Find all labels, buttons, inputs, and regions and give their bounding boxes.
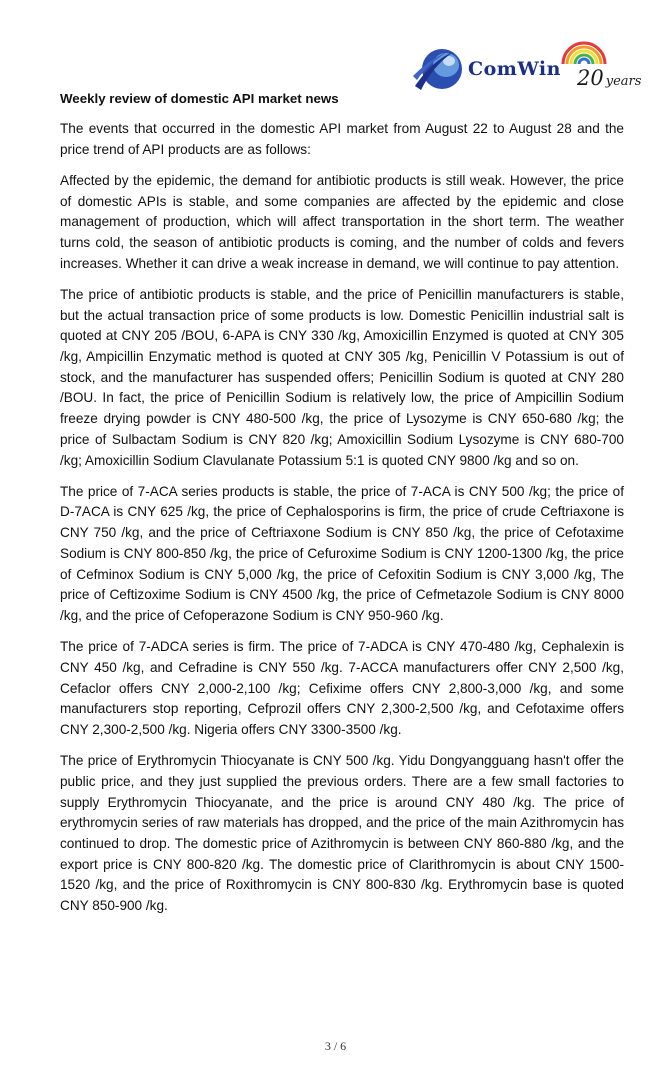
logo-anniversary-unit: years <box>605 74 642 89</box>
paragraph-7aca-series: The price of 7-ACA series products is stable, the price of 7-ACA is CNY 500 /kg; the price of D-7ACA is CNY 625 /kg, the price of Cephalosporins is firm, the price of crude Ceftriaxone is CNY 750 /kg, and the price of Ceftriaxone Sodium is CNY 850 /kg, the price of Cefotaxime Sodium is CNY 800-850 /kg, the price of Cefuroxime Sodium is CNY 1200-1300 /kg, the price of Cefminox Sodium is CNY 5,000 /kg, the price of Cefoxitin Sodium is CNY 3,000 /kg, The price of Ceftizoxime Sodium is CNY 4500 /kg, the price of Cefmetazole Sodium is CNY 8000 /kg, and the price of Cefoperazone Sodium is CNY 950-960 /kg. <box>60 483 624 623</box>
logo-anniversary <box>577 66 641 90</box>
paragraph-erythromycin: The price of Erythromycin Thiocyanate is CNY 500 /kg. Yidu Dongyangguang hasn't offer the public price, and they just supplied the previous orders. There are a few small factories to supply Erythromycin Thiocyanate, and the price is around CNY 480 /kg. The price of erythromycin series of raw materials has dropped, and the price of the main Azithromycin has continued to drop. The domestic price of Azithromycin is between CNY 860-880 /kg, and the export price is CNY 800-820 /kg. The domestic price of Clarithromycin is about CNY 1500-1520 /kg, and the price of Roxithromycin is CNY 800-830 /kg. Erythromycin base is quoted CNY 850-900 /kg. <box>60 753 624 914</box>
rainbow-icon <box>560 40 608 66</box>
article-body <box>60 89 624 927</box>
article-title: Weekly review of domestic API market news <box>60 91 339 106</box>
globe-swoosh-icon <box>413 46 465 92</box>
logo-anniversary-number: 20 <box>577 66 604 90</box>
paragraph-7adca-series: The price of 7-ADCA series is firm. The price of 7-ADCA is CNY 470-480 /kg, Cephalexin is CNY 450 /kg, and Cefradine is CNY 550 /kg. 7-ACCA manufacturers offer CNY 2,500 /kg, Cefaclor offers CNY 2,000-2,100 /kg; Cefixime offers CNY 2,800-3,000 /kg, and some manufacturers stop reporting, Cefprozil offers CNY 2,300-2,500 /kg, and Cefotaxime offers CNY 2,300-2,500 /kg. Nigeria offers CNY 3300-3500 /kg. <box>60 639 624 737</box>
paragraph-penicillin: The price of antibiotic products is stable, and the price of Penicillin manufacturers is stable, but the actual transaction price of some products is low. Domestic Penicillin industrial salt is quoted at CNY 205 /BOU, 6-APA is CNY 330 /kg, Amoxicillin Enzymed is quoted at CNY 305 /kg, Ampicillin Enzymatic method is quoted at CNY 305 /kg, Penicillin V Potassium is out of stock, and the manufacturer has suspended offers; Penicillin Sodium is quoted at CNY 280 /BOU. In fact, the price of Penicillin Sodium is relatively low, the price of Ampicillin Sodium freeze drying powder is CNY 480-500 /kg, the price of Lysozyme is CNY 650-680 /kg; the price of Sulbactam Sodium is CNY 820 /kg; Amoxicillin Sodium Lysozyme is CNY 680-700 /kg; Amoxicillin Sodium Clavulanate Potassium 5:1 is quoted CNY 9800 /kg and so on. <box>60 286 624 468</box>
logo-brand-name: ComWin <box>468 58 561 80</box>
paragraph-epidemic-demand: Affected by the epidemic, the demand for antibiotic products is still weak. However, the price of domestic APIs is stable, and some companies are affected by the epidemic and close management of production, which will affect transportation in the short term. The weather turns cold, the season of antibiotic products is coming, and the number of colds and fevers increases. Whether it can drive a weak increase in demand, we will continue to pay attention. <box>60 172 624 271</box>
page-number: 3 / 6 <box>324 1039 347 1053</box>
paragraph-intro: The events that occurred in the domestic API market from August 22 to August 28 and the price trend of API products are as follows: <box>60 121 624 157</box>
comwin-logo <box>413 38 642 96</box>
